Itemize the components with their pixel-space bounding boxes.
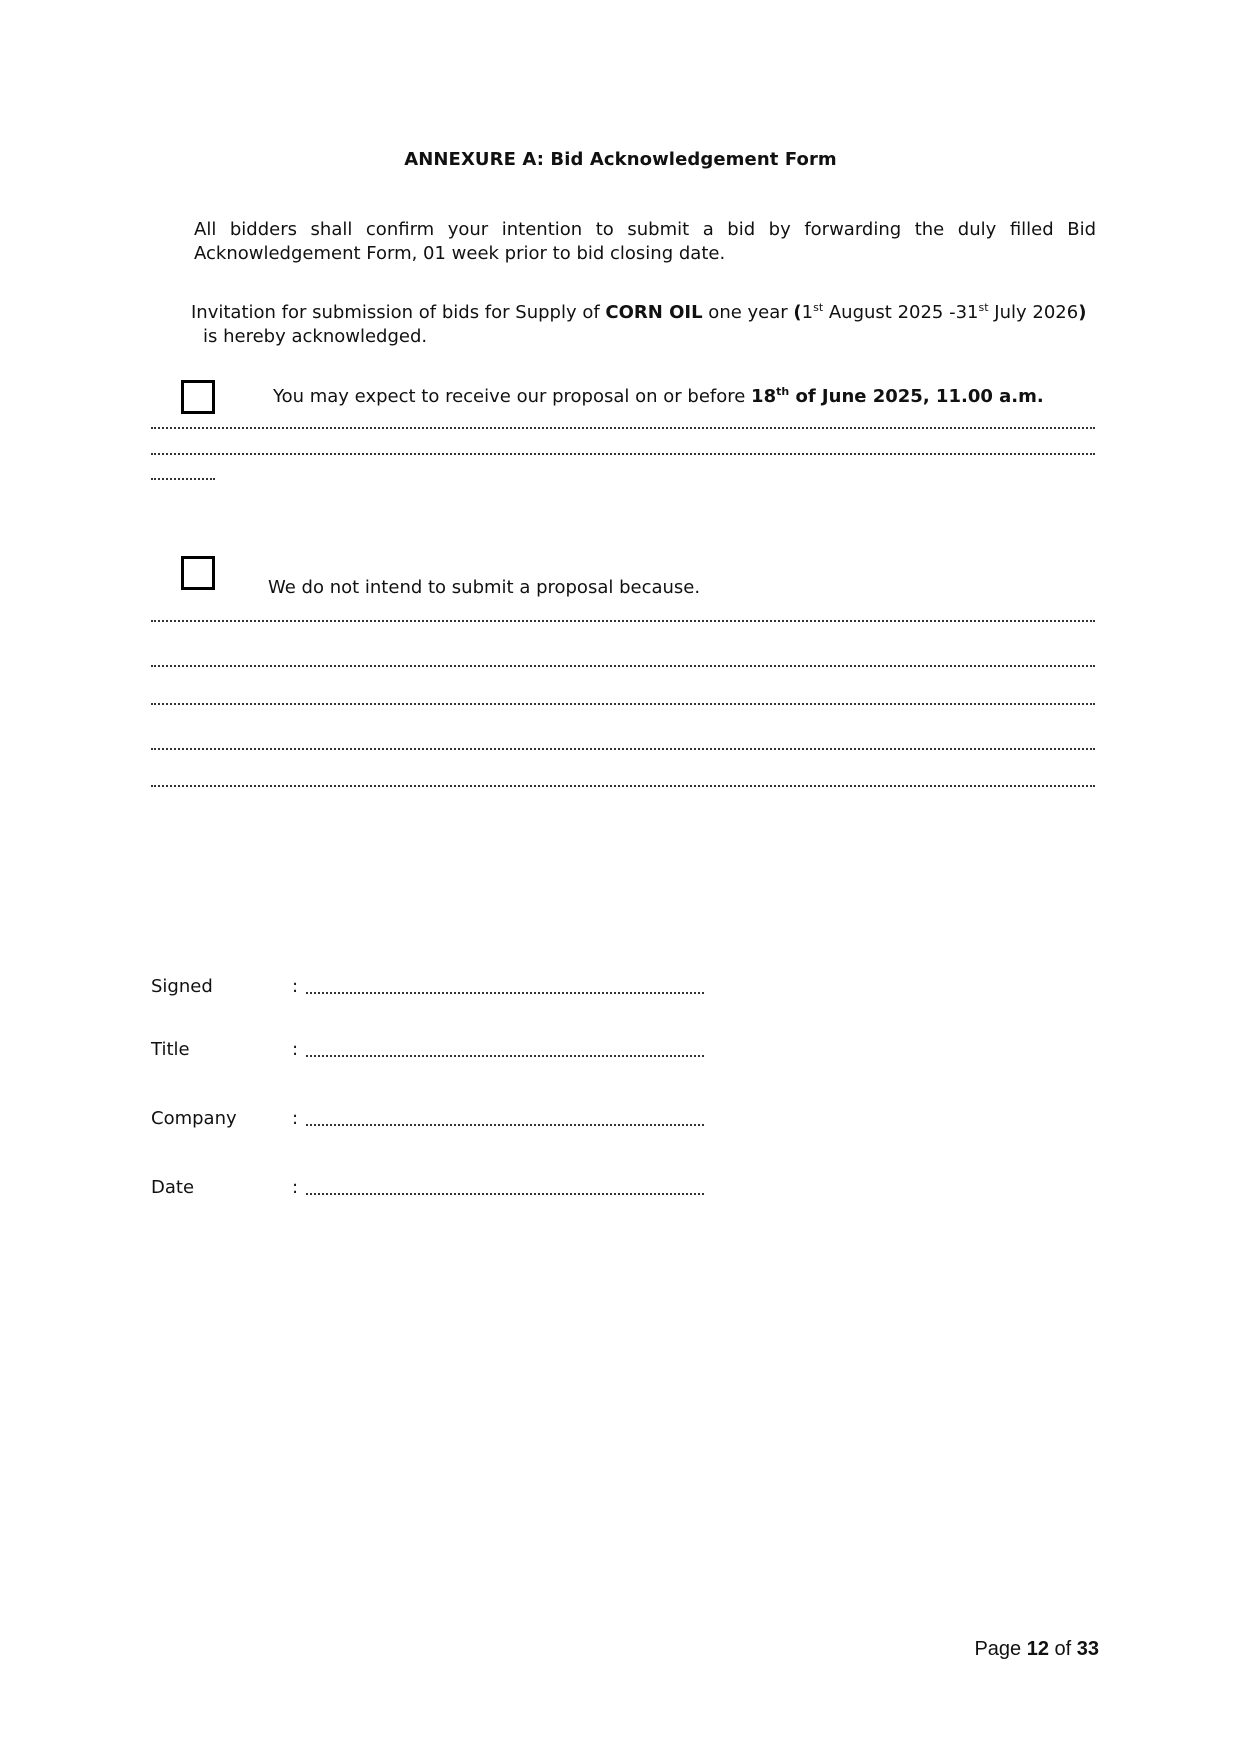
submit-checkbox[interactable] bbox=[181, 380, 215, 414]
start-suffix: st bbox=[813, 301, 824, 314]
date-label: Date bbox=[151, 1177, 195, 1198]
submit-option-label bbox=[273, 385, 1044, 409]
open-paren: ( bbox=[793, 302, 802, 323]
start-rest: August 2025 -31 bbox=[823, 302, 979, 323]
decline-option-label: We do not intend to submit a proposal because. bbox=[268, 577, 701, 598]
title-colon: : bbox=[292, 1039, 299, 1060]
page-current: 12 bbox=[1026, 1638, 1049, 1660]
date-field[interactable] bbox=[306, 1193, 704, 1195]
start-day: 1 bbox=[801, 302, 814, 323]
submit-dotted-line-1[interactable] bbox=[151, 427, 1095, 429]
end-suffix: st bbox=[978, 301, 989, 314]
reason-dotted-line-1[interactable] bbox=[151, 620, 1095, 622]
reason-dotted-line-3[interactable] bbox=[151, 703, 1095, 705]
invitation-mid: one year bbox=[702, 302, 794, 323]
invitation-line-2: is hereby acknowledged. bbox=[203, 326, 428, 347]
date-colon: : bbox=[292, 1177, 299, 1198]
invitation-prefix: Invitation for submission of bids for Supply of bbox=[191, 302, 606, 323]
end-rest: July 2026 bbox=[988, 302, 1079, 323]
title-field[interactable] bbox=[306, 1055, 704, 1057]
submit-option-text: You may expect to receive our proposal on or before bbox=[273, 386, 752, 407]
page-of-word: of bbox=[1048, 1638, 1077, 1660]
reason-dotted-line-5[interactable] bbox=[151, 785, 1095, 787]
intro-paragraph: All bidders shall confirm your intention to submit a bid by forwarding the duly filled Bid Acknowledgement Form, 01 week prior to bid closing date. bbox=[194, 219, 1096, 264]
signed-field[interactable] bbox=[306, 992, 704, 994]
submit-date-day: 18 bbox=[751, 386, 777, 407]
decline-checkbox[interactable] bbox=[181, 556, 215, 590]
page-total: 33 bbox=[1076, 1638, 1099, 1660]
product-name: CORN OIL bbox=[605, 302, 703, 323]
submit-dotted-line-2[interactable] bbox=[151, 453, 1095, 455]
signed-label: Signed bbox=[151, 976, 213, 997]
page-word: Page bbox=[974, 1638, 1027, 1660]
form-title: ANNEXURE A: Bid Acknowledgement Form bbox=[404, 149, 837, 170]
submit-date-suffix: th bbox=[776, 385, 790, 398]
reason-dotted-line-4[interactable] bbox=[151, 748, 1095, 750]
close-paren: ) bbox=[1078, 302, 1087, 323]
company-label: Company bbox=[151, 1108, 237, 1129]
page-footer bbox=[974, 1637, 1099, 1661]
company-field[interactable] bbox=[306, 1124, 704, 1126]
submit-dotted-line-3[interactable] bbox=[151, 478, 215, 480]
submit-date-rest: of June 2025, 11.00 a.m. bbox=[789, 386, 1044, 407]
signed-colon: : bbox=[292, 976, 299, 997]
title-label: Title bbox=[151, 1039, 190, 1060]
invitation-line bbox=[191, 301, 1091, 325]
reason-dotted-line-2[interactable] bbox=[151, 665, 1095, 667]
company-colon: : bbox=[292, 1108, 299, 1129]
